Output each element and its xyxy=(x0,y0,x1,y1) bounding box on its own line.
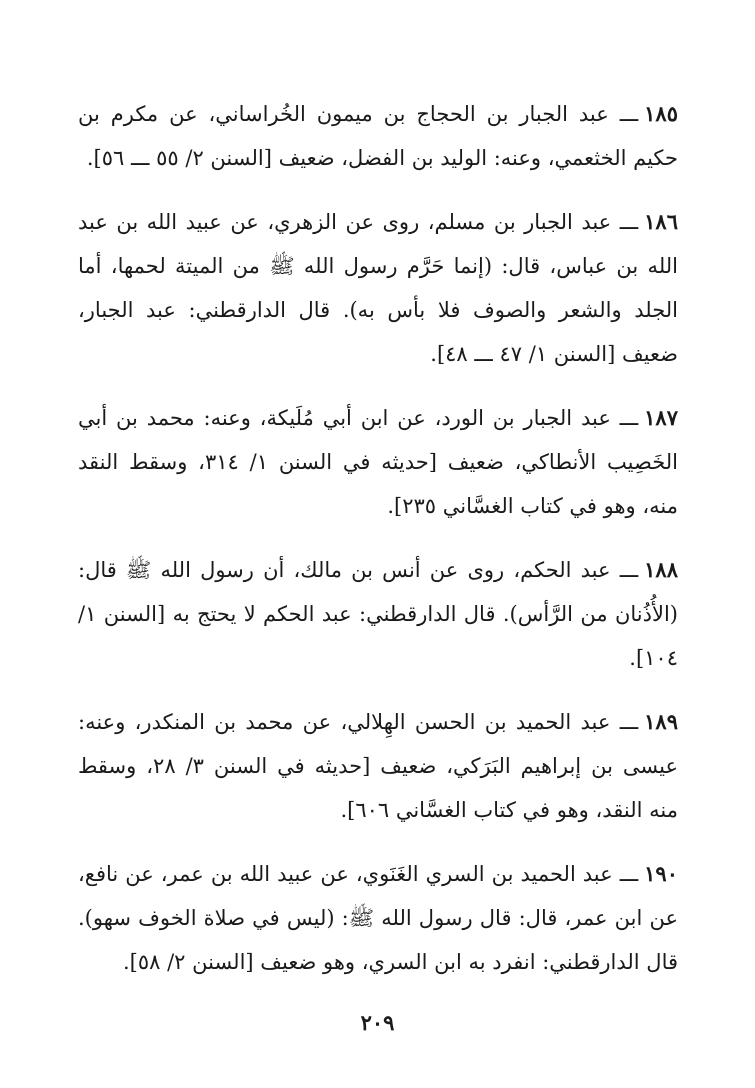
entry-number: ١٨٥ xyxy=(644,101,678,126)
page-number: ٢٠٩ xyxy=(360,1010,395,1035)
entry-190 xyxy=(78,852,678,984)
entry-number: ١٩٠ xyxy=(644,861,678,886)
entry-text: ـــ عبد الحكم، روى عن أنس بن مالك، أن رسول الله ﷺ قال: (الأُذُنان من الرَّأس). قال الدارقطني: عبد الحكم لا يحتج به [السنن ١/ ١٠٤]. xyxy=(78,558,678,670)
entry-number: ١٨٧ xyxy=(644,405,678,430)
entry-186 xyxy=(78,200,678,376)
page-body xyxy=(78,92,678,1004)
entry-number: ١٨٦ xyxy=(644,209,678,234)
entry-text: ـــ عبد الجبار بن مسلم، روى عن الزهري، عن عبيد الله بن عبد الله بن عباس، قال: (إنما حَرَّم رسول الله ﷺ من الميتة لحمها، أما الجلد والشعر والصوف فلا بأس به). قال الدارقطني: عبد الجبار، ضعيف [السنن ١/ ٤٧ ـــ ٤٨]. xyxy=(78,210,678,366)
entry-185 xyxy=(78,92,678,180)
entry-text: ـــ عبد الحميد بن السري الغَنَوي، عن عبيد الله بن عمر، عن نافع، عن ابن عمر، قال: قال رسول الله ﷺ: (ليس في صلاة الخوف سهو). قال الدارقطني: انفرد به ابن السري، وهو ضعيف [السنن ٢/ ٥٨]. xyxy=(78,862,678,974)
entry-187 xyxy=(78,396,678,528)
entry-text: ـــ عبد الجبار بن الورد، عن ابن أبي مُلَيكة، وعنه: محمد بن أبي الخَصِيب الأنطاكي، ضعيف [حديثه في السنن ١/ ٣١٤، وسقط النقد منه، وهو في كتاب الغسَّاني ٢٣٥]. xyxy=(78,406,678,518)
entry-number: ١٨٨ xyxy=(644,557,678,582)
entry-text: ـــ عبد الجبار بن الحجاج بن ميمون الخُراساني، عن مكرم بن حكيم الخثعمي، وعنه: الوليد بن الفضل، ضعيف [السنن ٢/ ٥٥ ـــ ٥٦]. xyxy=(78,102,678,170)
entry-number: ١٨٩ xyxy=(644,709,678,734)
entry-189 xyxy=(78,700,678,832)
entry-text: ـــ عبد الحميد بن الحسن الهِلالي، عن محمد بن المنكدر، وعنه: عيسى بن إبراهيم البَرَكي، ضعيف [حديثه في السنن ٣/ ٢٨، وسقط منه النقد، وهو في كتاب الغسَّاني ٦٠٦]. xyxy=(78,710,678,822)
entry-188 xyxy=(78,548,678,680)
